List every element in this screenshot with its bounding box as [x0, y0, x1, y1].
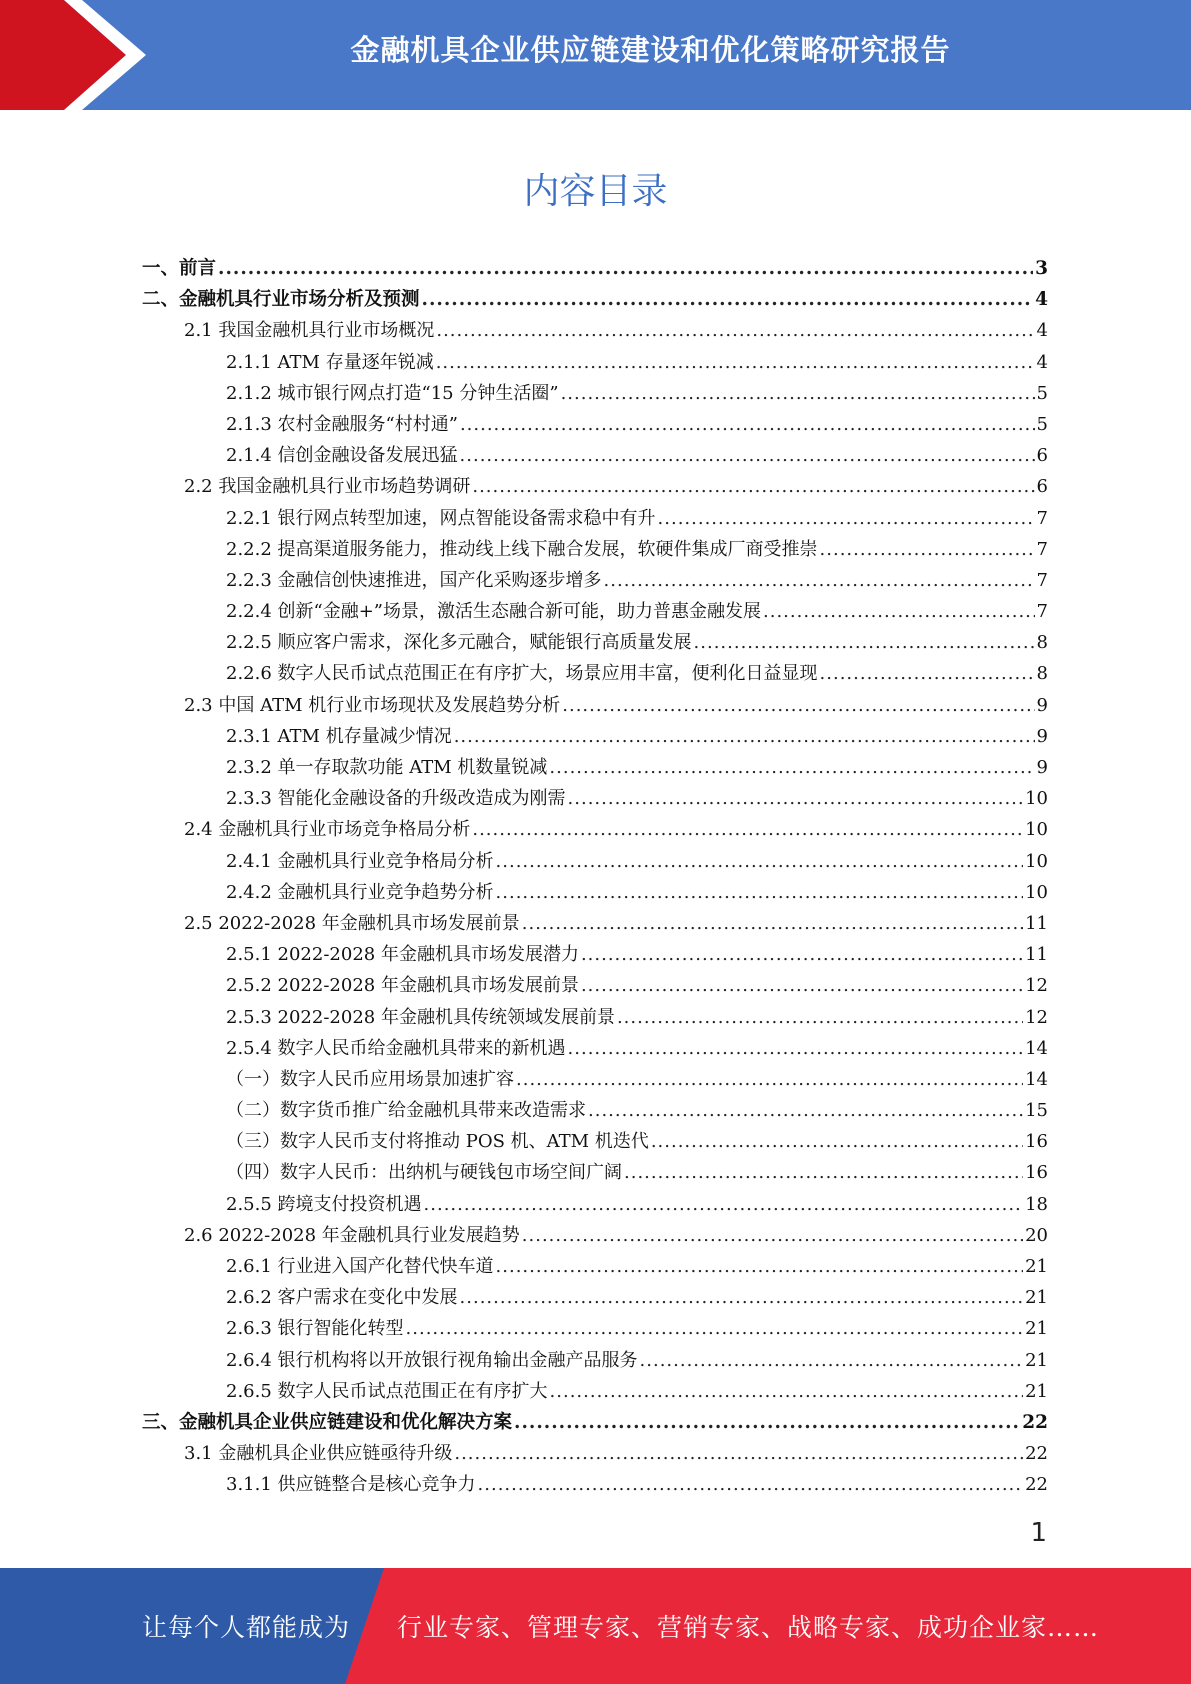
- toc-entry[interactable]: [142, 1283, 1048, 1314]
- page-footer: [0, 1568, 1191, 1684]
- toc-entry-page: 4: [1036, 351, 1048, 373]
- toc-dot-leader: [581, 944, 1023, 965]
- toc-entry-title: 2.5.1 2022-2028 年金融机具市场发展潜力: [226, 944, 579, 966]
- toc-entry[interactable]: [142, 441, 1048, 472]
- toc-entry-page: 14: [1025, 1068, 1048, 1090]
- toc-dot-leader: [472, 819, 1023, 840]
- toc-entry-title: 2.1 我国金融机具行业市场概况: [184, 320, 435, 342]
- toc-entry-title: 2.3 中国 ATM 机行业市场现状及发展趋势分析: [184, 694, 561, 716]
- toc-entry-page: 16: [1025, 1162, 1048, 1184]
- toc-dot-leader: [454, 1443, 1023, 1464]
- toc-dot-leader: [516, 1069, 1023, 1090]
- toc-dot-leader: [640, 1350, 1024, 1371]
- toc-entry-page: 10: [1025, 881, 1048, 903]
- toc-entry-page: 12: [1025, 975, 1048, 997]
- toc-entry-page: 20: [1025, 1224, 1048, 1246]
- toc-dot-leader: [460, 1287, 1024, 1308]
- toc-dot-leader: [820, 663, 1035, 684]
- toc-entry-page: 21: [1025, 1380, 1048, 1402]
- toc-dot-leader: [522, 1225, 1023, 1246]
- toc-entry-page: 18: [1025, 1193, 1048, 1215]
- toc-heading: 内容目录: [523, 171, 668, 212]
- toc-entry[interactable]: [142, 566, 1048, 597]
- toc-dot-leader: [550, 1381, 1024, 1402]
- report-title: 金融机具企业供应链建设和优化策略研究报告: [350, 33, 951, 67]
- toc-entry-title: （三）数字人民币支付将推动 POS 机、ATM 机迭代: [226, 1131, 649, 1153]
- toc-dot-leader: [568, 788, 1024, 809]
- toc-entry-page: 6: [1036, 476, 1048, 498]
- toc-entry[interactable]: [142, 1439, 1048, 1470]
- toc-dot-leader: [624, 1162, 1023, 1183]
- toc-entry-page: 5: [1036, 413, 1048, 435]
- toc-dot-leader: [514, 1412, 1020, 1433]
- toc-entry-title: 2.3.2 单一存取款功能 ATM 机数量锐减: [226, 757, 548, 778]
- toc-entry[interactable]: [142, 1034, 1048, 1065]
- toc-entry-title: 2.6.2 客户需求在变化中发展: [226, 1287, 458, 1309]
- toc-entry-page: 22: [1025, 1443, 1048, 1465]
- toc-entry-title: （二）数字货币推广给金融机具带来改造需求: [226, 1100, 586, 1122]
- toc-dot-leader: [522, 913, 1023, 934]
- toc-entry-page: 12: [1025, 1006, 1048, 1028]
- toc-entry-page: 5: [1036, 382, 1048, 404]
- toc-entry[interactable]: [142, 1221, 1048, 1252]
- toc-entry[interactable]: [142, 753, 1048, 784]
- toc-entry[interactable]: [142, 1065, 1048, 1096]
- toc-entry-title: （一）数字人民币应用场景加速扩容: [226, 1068, 514, 1090]
- toc-entry-title: 三、金融机具企业供应链建设和优化解决方案: [142, 1411, 513, 1433]
- toc-entry-title: 2.1.4 信创金融设备发展迅猛: [226, 445, 458, 467]
- toc-entry-title: 2.4.2 金融机具行业竞争趋势分析: [226, 881, 494, 903]
- toc-entry[interactable]: [142, 504, 1048, 535]
- toc-dot-leader: [460, 414, 1035, 435]
- toc-dot-leader: [604, 570, 1035, 591]
- page-header: [0, 0, 1191, 110]
- toc-entry-title: 2.4 金融机具行业市场竞争格局分析: [184, 819, 471, 841]
- toc-entry-page: 21: [1025, 1256, 1048, 1277]
- toc-dot-leader: [424, 1194, 1024, 1215]
- toc-entry[interactable]: [142, 1127, 1048, 1158]
- toc-dot-leader: [561, 383, 1035, 404]
- toc-entry-title: 一、前言: [142, 258, 217, 279]
- toc-entry-page: 8: [1036, 663, 1048, 685]
- toc-entry-page: 10: [1025, 850, 1048, 872]
- toc-entry-page: 14: [1025, 1037, 1048, 1059]
- toc-entry[interactable]: [142, 379, 1048, 410]
- toc-entry-page: 7: [1036, 601, 1048, 623]
- toc-entry-title: 3.1 金融机具企业供应链亟待升级: [184, 1443, 453, 1465]
- toc-entry[interactable]: [142, 1096, 1048, 1127]
- toc-entry-page: 8: [1036, 632, 1048, 654]
- toc-entry-title: 2.1.3 农村金融服务“村村通”: [226, 413, 458, 435]
- toc-dot-leader: [218, 258, 1033, 279]
- footer-slogan-right: 行业专家、管理专家、营销专家、战略专家、成功企业家……: [397, 1613, 1100, 1642]
- toc-entry[interactable]: [142, 909, 1048, 940]
- toc-entry[interactable]: [142, 1377, 1048, 1408]
- toc-dot-leader: [617, 1007, 1023, 1028]
- toc-dot-leader: [406, 1318, 1024, 1339]
- toc-entry[interactable]: [142, 628, 1048, 659]
- toc-dot-leader: [588, 1100, 1023, 1121]
- toc-entry-title: 2.2.1 银行网点转型加速，网点智能设备需求稳中有升: [226, 507, 656, 529]
- toc-entry-page: 9: [1036, 757, 1048, 778]
- toc-entry[interactable]: [142, 410, 1048, 441]
- toc-entry[interactable]: [142, 1346, 1048, 1377]
- toc-entry-title: 2.6.5 数字人民币试点范围正在有序扩大: [226, 1380, 548, 1402]
- toc-entry[interactable]: [142, 254, 1048, 285]
- toc-entry-title: 二、金融机具行业市场分析及预测: [142, 289, 420, 311]
- toc-entry-title: 2.2.4 创新“金融+”场景，激活生态融合新可能，助力普惠金融发展: [226, 601, 762, 623]
- toc-entry[interactable]: [142, 940, 1048, 971]
- toc-entry-title: 2.5.4 数字人民币给金融机具带来的新机遇: [226, 1037, 566, 1059]
- toc-entry-page: 3: [1035, 258, 1048, 279]
- toc-entry-page: 21: [1025, 1318, 1048, 1340]
- toc-entry-title: 2.1.1 ATM 存量逐年锐减: [226, 351, 434, 373]
- toc-entry[interactable]: [142, 691, 1048, 722]
- toc-entry[interactable]: [142, 971, 1048, 1002]
- toc-entry-title: 2.6.1 行业进入国产化替代快车道: [226, 1256, 494, 1277]
- toc-entry[interactable]: [142, 1252, 1048, 1283]
- toc-entry[interactable]: [142, 1314, 1048, 1345]
- toc-entry-title: 2.4.1 金融机具行业竞争格局分析: [226, 850, 494, 872]
- toc-entry[interactable]: [142, 815, 1048, 846]
- toc-entry[interactable]: [142, 1408, 1048, 1439]
- toc-dot-leader: [422, 289, 1034, 310]
- toc-entry-title: 2.6.4 银行机构将以开放银行视角输出金融产品服务: [226, 1349, 638, 1371]
- toc-dot-leader: [651, 1131, 1023, 1152]
- toc-entry[interactable]: [142, 878, 1048, 909]
- toc-dot-leader: [496, 882, 1024, 903]
- toc-entry[interactable]: [142, 659, 1048, 690]
- toc-entry-title: 3.1.1 供应链整合是核心竞争力: [226, 1474, 476, 1496]
- toc-entry-page: 10: [1025, 788, 1048, 810]
- toc-dot-leader: [436, 352, 1035, 373]
- toc-dot-leader: [549, 757, 1034, 778]
- toc-entry[interactable]: [142, 1003, 1048, 1034]
- toc-entry-title: 2.2.5 顺应客户需求，深化多元融合，赋能银行高质量发展: [226, 632, 692, 654]
- toc-entry-title: 2.2.2 提高渠道服务能力，推动线上线下融合发展，软硬件集成厂商受推崇: [226, 538, 818, 560]
- toc-dot-leader: [658, 508, 1035, 529]
- toc-entry-title: 2.2.3 金融信创快速推进，国产化采购逐步增多: [226, 569, 602, 591]
- table-of-contents: [142, 254, 1048, 1502]
- toc-entry-title: 2.5 2022-2028 年金融机具市场发展前景: [184, 912, 520, 934]
- toc-entry[interactable]: [142, 472, 1048, 503]
- toc-entry-page: 10: [1025, 819, 1048, 841]
- toc-dot-leader: [478, 1474, 1024, 1495]
- toc-entry-page: 6: [1036, 445, 1048, 467]
- toc-entry[interactable]: [142, 1190, 1048, 1221]
- toc-entry-title: 2.3.3 智能化金融设备的升级改造成为刚需: [226, 788, 566, 810]
- toc-dot-leader: [496, 1256, 1024, 1277]
- toc-entry[interactable]: [142, 1470, 1048, 1501]
- toc-entry[interactable]: [142, 316, 1048, 347]
- toc-dot-leader: [472, 476, 1034, 497]
- toc-entry-page: 7: [1036, 507, 1048, 529]
- toc-dot-leader: [496, 851, 1024, 872]
- toc-entry-page: 11: [1025, 944, 1048, 966]
- toc-entry-page: 4: [1036, 320, 1048, 342]
- toc-entry-title: 2.5.2 2022-2028 年金融机具市场发展前景: [226, 975, 579, 997]
- toc-entry-page: 9: [1036, 725, 1048, 747]
- toc-entry-page: 7: [1036, 569, 1048, 591]
- toc-entry-page: 21: [1025, 1287, 1048, 1309]
- toc-entry-title: 2.5.3 2022-2028 年金融机具传统领域发展前景: [226, 1006, 615, 1028]
- toc-dot-leader: [694, 632, 1035, 653]
- toc-entry-title: 2.6.3 银行智能化转型: [226, 1318, 404, 1340]
- toc-entry[interactable]: [142, 722, 1048, 753]
- toc-entry-page: 16: [1025, 1131, 1048, 1153]
- toc-entry-title: 2.2.6 数字人民币试点范围正在有序扩大，场景应用丰富，便利化日益显现: [226, 663, 818, 685]
- toc-dot-leader: [562, 695, 1034, 716]
- toc-entry[interactable]: [142, 1158, 1048, 1189]
- toc-entry-page: 4: [1035, 289, 1048, 311]
- toc-entry[interactable]: [142, 784, 1048, 815]
- toc-entry-page: 22: [1022, 1411, 1048, 1433]
- toc-dot-leader: [454, 726, 1035, 747]
- toc-entry-page: 15: [1025, 1100, 1048, 1122]
- toc-dot-leader: [820, 539, 1035, 560]
- toc-entry-title: 2.5.5 跨境支付投资机遇: [226, 1193, 422, 1215]
- toc-entry[interactable]: [142, 535, 1048, 566]
- toc-entry-page: 7: [1036, 538, 1048, 560]
- toc-entry-page: 11: [1025, 912, 1048, 934]
- toc-entry[interactable]: [142, 348, 1048, 379]
- toc-entry-title: （四）数字人民币：出纳机与硬钱包市场空间广阔: [226, 1162, 622, 1184]
- toc-entry[interactable]: [142, 285, 1048, 316]
- toc-entry-title: 2.2 我国金融机具行业市场趋势调研: [184, 476, 471, 498]
- toc-entry-title: 2.1.2 城市银行网点打造“15 分钟生活圈”: [226, 382, 559, 404]
- toc-dot-leader: [568, 1038, 1024, 1059]
- toc-entry[interactable]: [142, 597, 1048, 628]
- toc-entry-page: 21: [1025, 1349, 1048, 1371]
- toc-dot-leader: [581, 975, 1023, 996]
- footer-slogan-left: 让每个人都能成为: [142, 1613, 351, 1642]
- toc-dot-leader: [460, 445, 1035, 466]
- toc-entry[interactable]: [142, 847, 1048, 878]
- toc-dot-leader: [436, 320, 1034, 341]
- toc-entry-title: 2.6 2022-2028 年金融机具行业发展趋势: [184, 1224, 520, 1246]
- page-number: 1: [1030, 1518, 1047, 1548]
- toc-entry-title: 2.3.1 ATM 机存量减少情况: [226, 725, 452, 747]
- toc-entry-page: 22: [1025, 1474, 1048, 1496]
- toc-dot-leader: [763, 601, 1035, 622]
- toc-entry-page: 9: [1036, 694, 1048, 716]
